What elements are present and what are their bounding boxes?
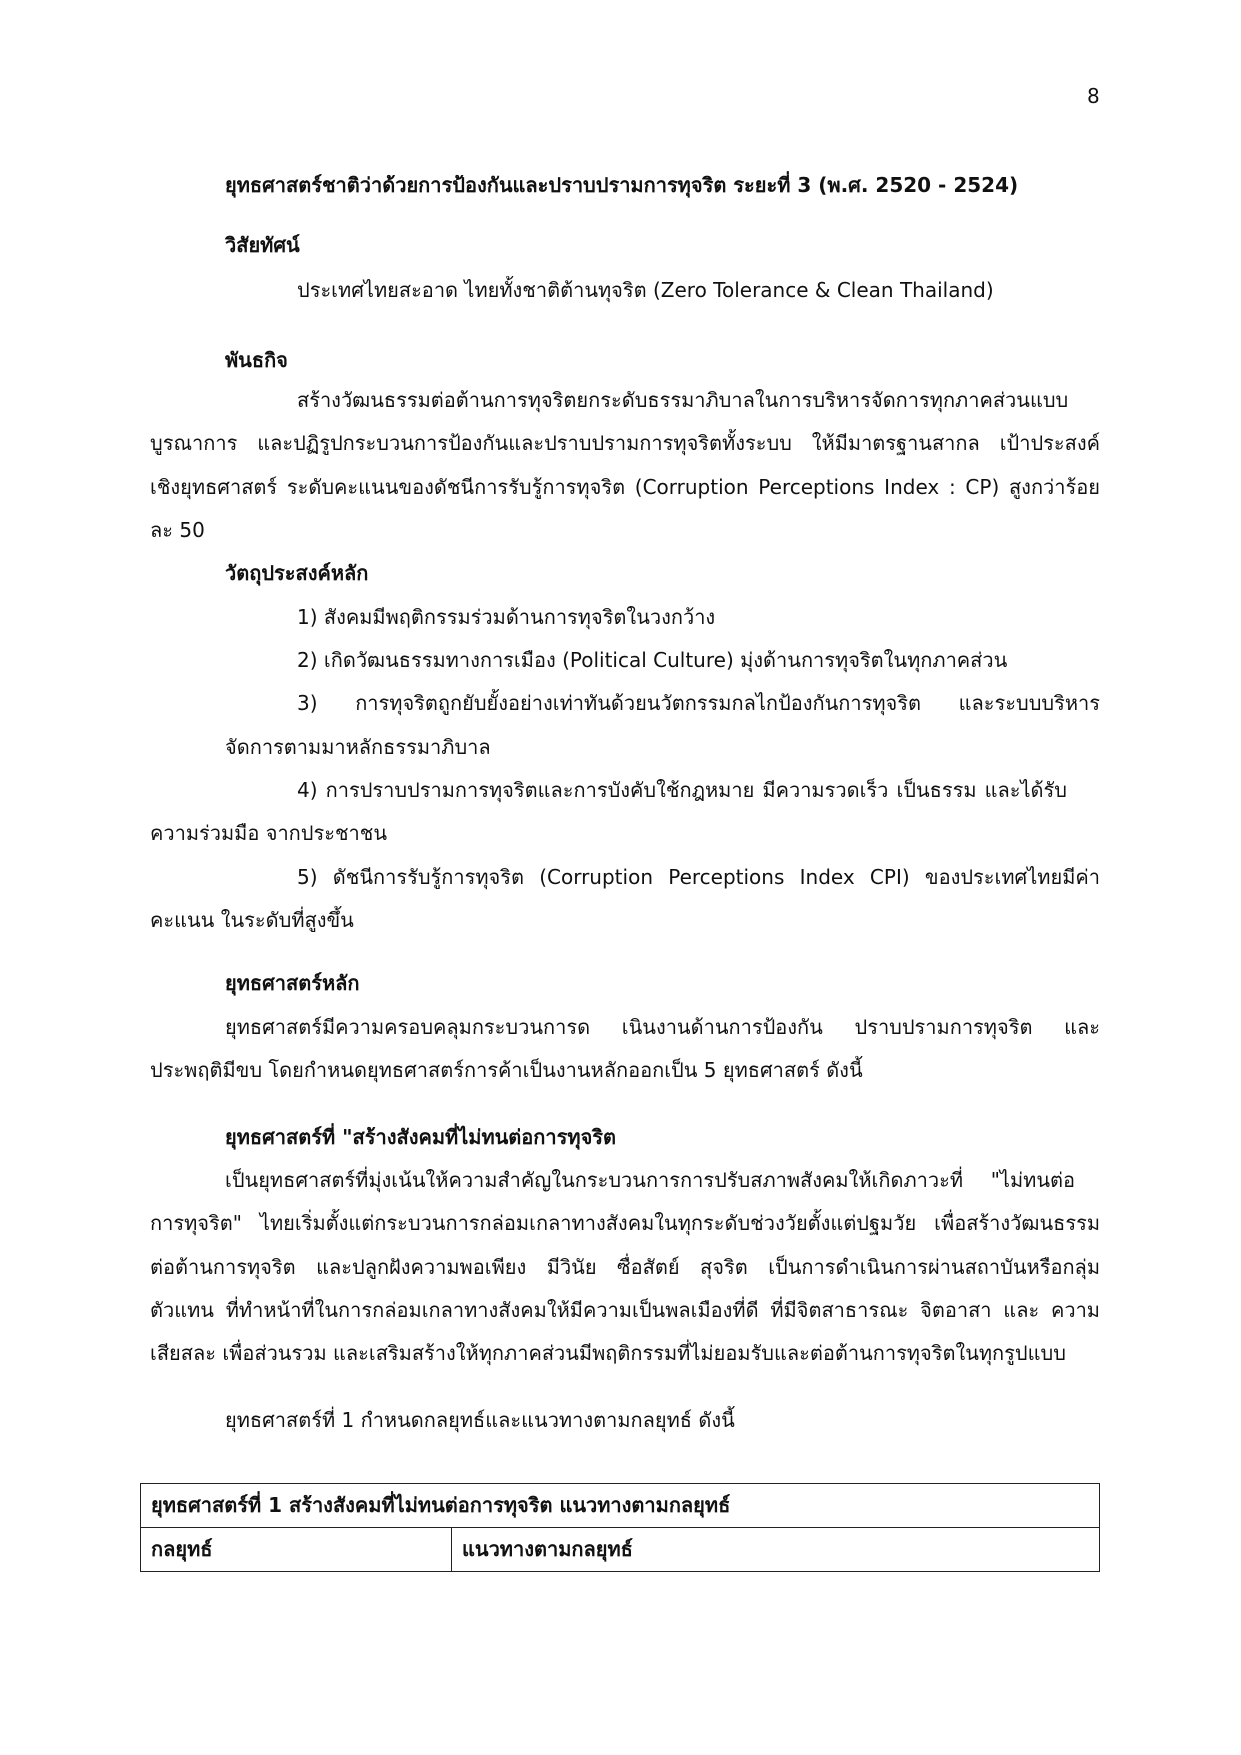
objective-item-continued: จัดการตามมาหลักธรรมาภิบาล [225, 735, 491, 759]
mission-heading: พันธกิจ [225, 348, 288, 372]
table-col-strategy: กลยุทธ์ [141, 1528, 452, 1572]
objective-item-continued: คะแนน ในระดับที่สูงขึ้น [150, 908, 354, 932]
objective-item: 1) สังคมมีพฤติกรรมร่วมด้านการทุจริตในวงกว้าง [297, 605, 716, 629]
mission-line: สร้างวัฒนธรรมต่อต้านการทุจริตยกระดับธรรมาภิบาลในการบริหารจัดการทุกภาคส่วนแบบ [297, 388, 1069, 412]
table-header-row [141, 1484, 1100, 1528]
strategy-1-line: เสียสละ เพื่อส่วนรวม และเสริมสร้างให้ทุกภาคส่วนมีพฤติกรรมที่ไม่ยอมรับและต่อต้านการทุจริตในทุกรูปแบบ [150, 1341, 1066, 1365]
main-strategy-line: ประพฤติมีขบ โดยกำหนดยุทธศาสตร์การค้าเป็นงานหลักออกเป็น 5 ยุทธศาสตร์ ดังนี้ [150, 1058, 863, 1082]
mission-line: เชิงยุทธศาสตร์ ระดับคะแนนของดัชนีการรับรู้การทุจริต (Corruption Perceptions Index : CP) สูงกว่าร้อย [150, 475, 1100, 499]
strategy-1-line: การทุจริต" ไทยเริ่มตั้งแต่กระบวนการกล่อมเกลาทางสังคมในทุกระดับช่วงวัยตั้งแต่ปฐมวัย เพื่อสร้างวัฒนธรรม [150, 1211, 1100, 1235]
document-title: ยุทธศาสตร์ชาติว่าด้วยการป้องกันและปราบปรามการทุจริต ระยะที่ 3 (พ.ศ. 2520 - 2524) [225, 173, 1019, 197]
strategy-1-heading: ยุทธศาสตร์ที่ "สร้างสังคมที่ไม่ทนต่อการทุจริต [225, 1125, 617, 1149]
strategy-table [140, 1483, 1100, 1572]
vision-heading: วิสัยทัศน์ [225, 233, 300, 257]
objective-item: 3) การทุจริตถูกยับยั้งอย่างเท่าทันด้วยนวัตกรรมกลไกป้องกันการทุจริต และระบบบริหาร [297, 691, 1100, 715]
table-row [141, 1528, 1100, 1572]
objectives-heading: วัตถุประสงค์หลัก [225, 561, 369, 585]
strategy-1-line: เป็นยุทธศาสตร์ที่มุ่งเน้นให้ความสำคัญในกระบวนการการปรับสภาพสังคมให้เกิดภาวะที่ "ไม่ทนต่อ [225, 1168, 1075, 1192]
table-col-guideline: แนวทางตามกลยุทธ์ [452, 1528, 1100, 1572]
main-strategy-line: ยุทธศาสตร์มีความครอบคลุมกระบวนการด เนินงานด้านการป้องกัน ปราบปรามการทุจริต และ [225, 1015, 1100, 1039]
table-header-cell: ยุทธศาสตร์ที่ 1 สร้างสังคมที่ไม่ทนต่อการทุจริต แนวทางตามกลยุทธ์ [141, 1484, 1100, 1528]
mission-line: บูรณาการ และปฏิรูปกระบวนการป้องกันและปราบปรามการทุจริตทั้งระบบ ให้มีมาตรฐานสากล เป้าประสงค์ [150, 431, 1100, 455]
objective-item: 2) เกิดวัฒนธรรมทางการเมือง (Political Culture) มุ่งด้านการทุจริตในทุกภาคส่วน [297, 648, 1008, 672]
strategy-1-line: ต่อต้านการทุจริต และปลูกฝังความพอเพียง มีวินัย ซื่อสัตย์ สุจริต เป็นการดำเนินการผ่านสถาบันหรือกลุ่ม [150, 1255, 1100, 1279]
page-number: 8 [1087, 84, 1100, 108]
objective-item: 5) ดัชนีการรับรู้การทุจริต (Corruption Perceptions Index CPI) ของประเทศไทยมีค่า [297, 865, 1100, 889]
strategy-1-line: ตัวแทน ที่ทำหน้าที่ในการกล่อมเกลาทางสังคมให้มีความเป็นพลเมืองที่ดี ที่มีจิตสาธารณะ จิตอาสา และ ความ [150, 1298, 1100, 1322]
objective-item: 4) การปราบปรามการทุจริตและการบังคับใช้กฎหมาย มีความรวดเร็ว เป็นธรรม และได้รับ [297, 778, 1067, 802]
main-strategy-heading: ยุทธศาสตร์หลัก [225, 971, 360, 995]
mission-line: ละ 50 [150, 518, 205, 542]
vision-text: ประเทศไทยสะอาด ไทยทั้งชาติต้านทุจริต (Zero Tolerance & Clean Thailand) [297, 278, 994, 302]
objective-item-continued: ความร่วมมือ จากประชาชน [150, 821, 388, 845]
strategy-1-intro: ยุทธศาสตร์ที่ 1 กำหนดกลยุทธ์และแนวทางตามกลยุทธ์ ดังนี้ [225, 1408, 735, 1432]
